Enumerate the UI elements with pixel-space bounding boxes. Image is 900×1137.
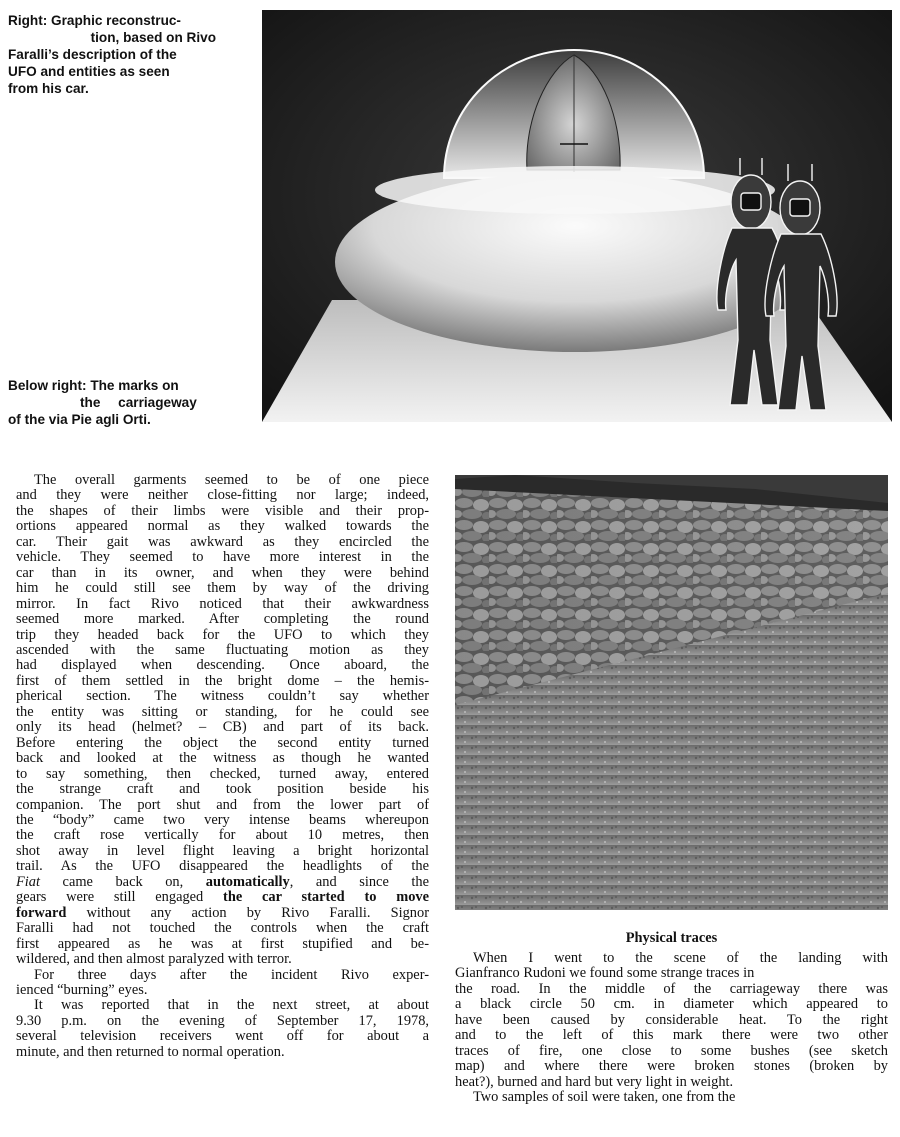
text-line: The overall garments seemed to be of one piece — [34, 472, 429, 488]
text-line: several television receivers went off for about a — [16, 1028, 429, 1045]
text-line: Two samples of soil were taken, one from the — [473, 1089, 736, 1106]
text-line: heat?), burned and hard but very light in weight. — [455, 1073, 734, 1090]
caption-line: Below right: The marks on — [8, 378, 179, 393]
text-line: Gianfranco Rudoni we found some strange traces in — [455, 965, 755, 982]
text-line: first of them settled in the bright dome – the hemis- — [16, 672, 429, 689]
text-line: minute, and then returned to normal operation. — [16, 1043, 285, 1060]
caption-line: Right: Graphic reconstruc- — [8, 13, 181, 28]
text-line: have been caused by considerable heat. To the right — [455, 1011, 888, 1028]
text-line: companion. The port shut and from the lower part of — [16, 796, 429, 813]
text-line: It was reported that in the next street, at about — [34, 997, 429, 1014]
text-line: the shapes of their limbs were visible and their prop- — [16, 502, 429, 519]
caption-below-right — [8, 377, 216, 428]
text-line: back and looked at the witness as though he wanted — [16, 750, 429, 767]
text-line: map) and where there were broken stones (broken by — [455, 1058, 888, 1075]
carriageway-photo — [455, 475, 888, 910]
text-line: to say something, then checked, turned away, entered — [16, 765, 429, 782]
caption-line: the carriageway — [80, 395, 197, 410]
text-line: traces of fire, one close to some bushes (see sketch — [455, 1042, 888, 1059]
text-line: Fiat came back on, automatically, and since the — [16, 873, 429, 890]
text-line: gears were still engaged the car started to move — [16, 889, 429, 906]
text-line: 9.30 p.m. on the evening of September 17, 1978, — [16, 1012, 429, 1029]
text-line: For three days after the incident Rivo exper- — [34, 966, 429, 983]
text-line: ascended with the same fluctuating motion as they — [16, 641, 429, 658]
text-line: vehicle. They seemed to have more interest in the — [16, 549, 429, 566]
caption-right — [8, 12, 216, 97]
text-line: ienced “burning” eyes. — [16, 981, 148, 998]
text-line: Before entering the object the second entity turned — [16, 734, 429, 751]
text-line: forward without any action by Rivo Faralli. Signor — [16, 904, 429, 921]
text-line: wildered, and then almost paralyzed with terror. — [16, 951, 292, 968]
body-text-left — [16, 473, 429, 1060]
text-line: mirror. In fact Rivo noticed that their awkwardness — [16, 595, 429, 612]
text-line: When I went to the scene of the landing with — [473, 950, 888, 966]
text-line: shot away in level flight leaving a bright horizontal — [16, 842, 429, 859]
text-line: the strange craft and took position beside his — [16, 781, 429, 798]
text-line: trip they headed back for the UFO to which they — [16, 626, 429, 643]
caption-line: UFO and entities as seen — [8, 64, 170, 79]
text-line: pherical section. The witness couldn’t say whether — [16, 688, 429, 705]
text-line: the craft rose vertically for about 10 metres, then — [16, 827, 429, 844]
text-line: car. Their gait was awkward as they encircled the — [16, 533, 429, 550]
text-line: the entity was sitting or standing, for he could see — [16, 703, 429, 720]
text-line: seemed more marked. After completing the round — [16, 611, 429, 628]
text-line: the “body” came two very intense beams whereupon — [16, 811, 429, 828]
ufo-illustration — [262, 10, 892, 422]
text-line: and to the left of this mark there were two other — [455, 1027, 888, 1044]
caption-line: of the via Pie agli Orti. — [8, 412, 151, 427]
text-line: and they were neither close-fitting nor large; indeed, — [16, 487, 429, 504]
caption-line: from his car. — [8, 81, 89, 96]
text-line: car than in its owner, and when they were behind — [16, 564, 429, 581]
caption-line: tion, based on Rivo — [90, 30, 216, 45]
body-text-right — [455, 951, 888, 1106]
text-line: a black circle 50 cm. in diameter which appeared to — [455, 996, 888, 1013]
text-line: only its head (helmet? – CB) and part of its back. — [16, 719, 429, 736]
text-line: had displayed when descending. Once aboard, the — [16, 657, 429, 674]
text-line: Faralli had not touched the controls when the craft — [16, 920, 429, 937]
text-line: him he could still see them by way of the driving — [16, 580, 429, 597]
text-line: first appeared as he was at first stupified and be- — [16, 935, 429, 952]
section-heading: Physical traces — [625, 930, 718, 946]
text-line: ortions appeared normal as they walked towards the — [16, 518, 429, 535]
text-line: trail. As the UFO disappeared the headlights of the — [16, 858, 429, 875]
caption-line: Faralli’s description of the — [8, 47, 177, 62]
text-line: the road. In the middle of the carriageway there was — [455, 980, 888, 997]
